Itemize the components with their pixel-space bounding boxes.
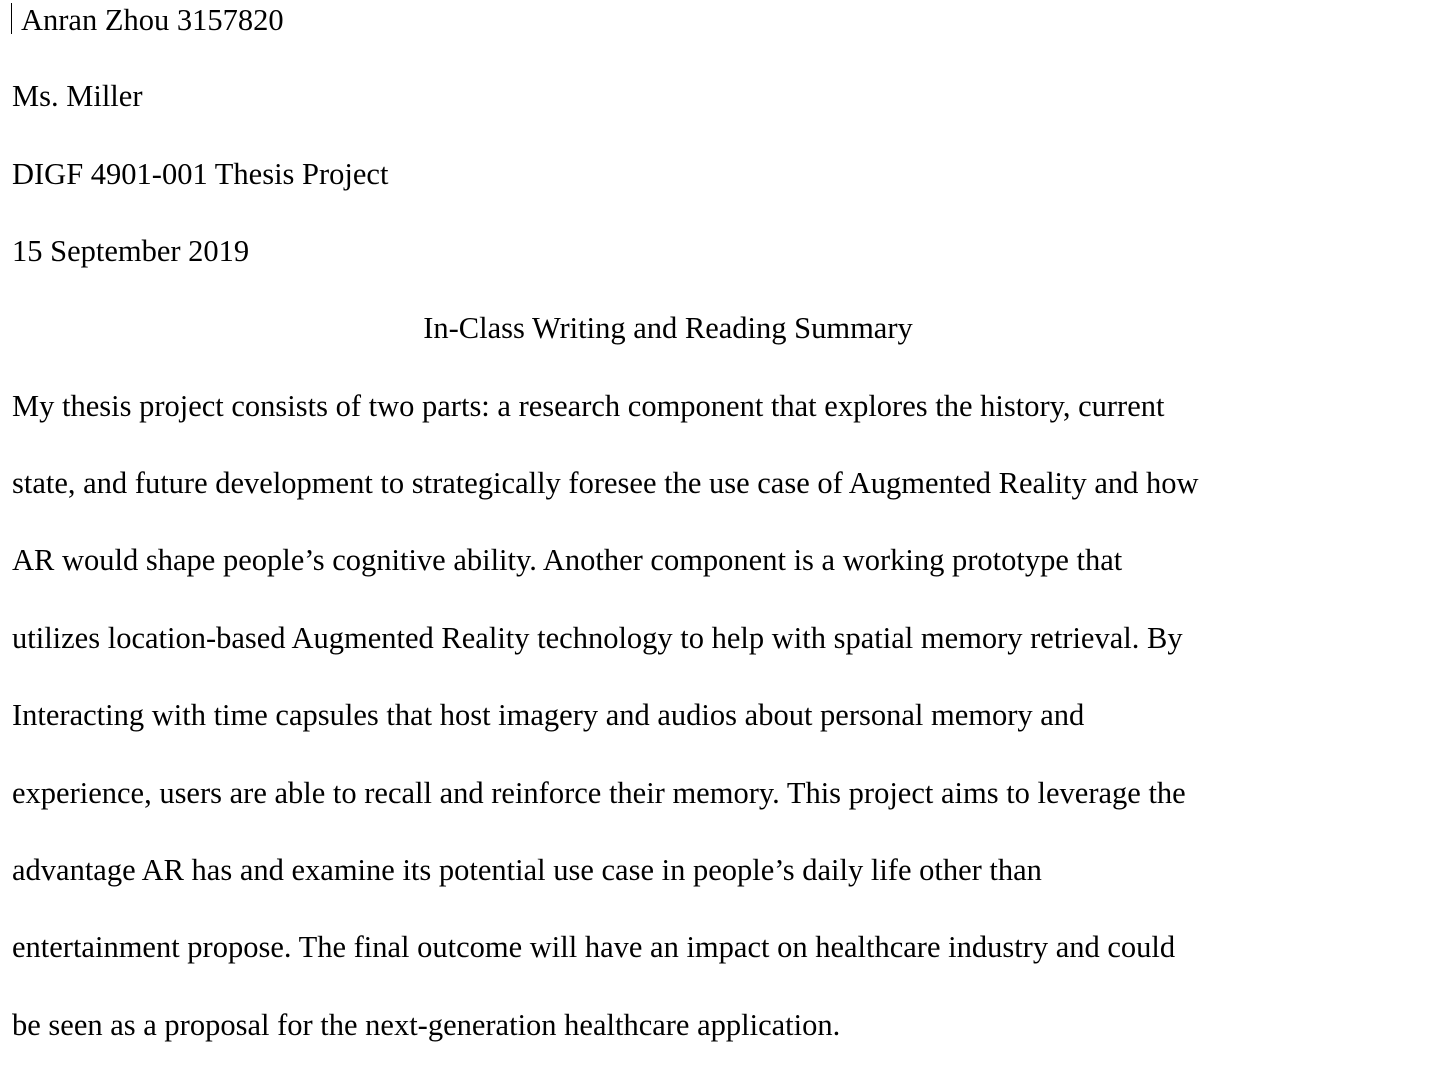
author-line: Anran Zhou 3157820 bbox=[21, 3, 284, 37]
body-line: utilizes location-based Augmented Reality technology to help with spatial memory retrieval. By bbox=[12, 621, 1183, 655]
document-title: In-Class Writing and Reading Summary bbox=[423, 311, 913, 345]
body-line: entertainment propose. The final outcome will have an impact on healthcare industry and could bbox=[12, 930, 1176, 964]
text-cursor bbox=[11, 3, 12, 34]
instructor-line: Ms. Miller bbox=[12, 79, 143, 113]
body-line: experience, users are able to recall and reinforce their memory. This project aims to leverage the bbox=[12, 776, 1186, 810]
body-line: advantage AR has and examine its potential use case in people’s daily life other than bbox=[12, 853, 1042, 887]
body-line: state, and future development to strategically foresee the use case of Augmented Reality and how bbox=[12, 466, 1199, 500]
body-line: be seen as a proposal for the next-generation healthcare application. bbox=[12, 1008, 841, 1042]
body-line: AR would shape people’s cognitive ability. Another component is a working prototype that bbox=[12, 543, 1123, 577]
date-line: 15 September 2019 bbox=[12, 234, 250, 268]
body-line: Interacting with time capsules that host imagery and audios about personal memory and bbox=[12, 698, 1085, 732]
course-line: DIGF 4901-001 Thesis Project bbox=[12, 157, 389, 191]
body-line: My thesis project consists of two parts: a research component that explores the history, current bbox=[12, 389, 1165, 423]
